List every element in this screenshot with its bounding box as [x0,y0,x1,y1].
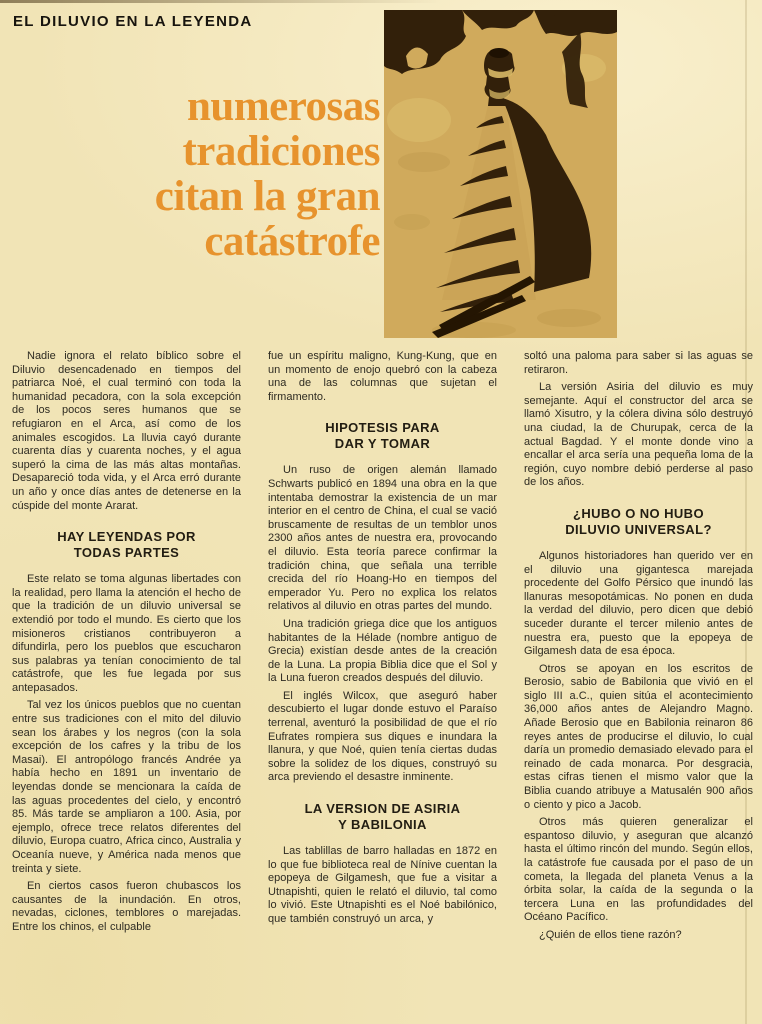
section-heading-diluvio-universal [524,506,753,538]
paragraph: Un ruso de origen alemán llamado Schwarts publicó en 1894 una obra en la que intentaba demostrar la existencia de un mar interior en el centro de China, el cual se vació bruscamente de resultas de un temblor unos 2300 años antes de nuestra era, provocando el diluvio. Esta teoría parece confirmar la tradición china, que señala una terrible crecida del río Hoang-Ho en tiempos del emperador Yu. Pero no explica los relatos relativos al diluvio en otras partes del mundo. [268,464,497,613]
section-heading-leyendas [12,529,241,561]
headline-line-1: numerosas [186,83,380,130]
heading-line: ¿HUBO O NO HUBO [573,505,704,521]
column-2 [268,350,497,1014]
article-body [12,350,753,1014]
heading-line: Y BABILONIA [338,817,427,833]
paragraph: Otros se apoyan en los escritos de Berosio, sabio de Babilonia que vivió en el siglo III a.C., quien sitúa el acontecimiento 36,000 años antes de Alejandro Magno. Añade Berosio que en Babilonia reinaron 86 reyes antes de producirse el diluvio, lo cual daría un promedio demasiado elevado para el reinado de cada monarca. Por desgracia, estas cifras tienen el mismo valor que la Biblia cuando atribuye a Matusalén 900 años o ciento y pico a Jacob. [524,662,753,811]
paragraph: Las tablillas de barro halladas en 1872 en lo que fue biblioteca real de Nínive cuentan la epopeya de Gilgamesh, que fue a visitar a Utnapishti, quien le relató el diluvio, tal como lo vivió. Este Utnapishti es el Noé babilónico, que también construyó un arca, y [268,845,497,925]
heading-line: DAR Y TOMAR [334,436,431,452]
headline-line-2: tradiciones [182,128,380,175]
article-headline [0,84,380,264]
paragraph: Tal vez los únicos pueblos que no cuentan entre sus tradiciones con el mito del diluvio sean los árabes y los negros (con la sola excepción de los cafres y la tribu de los Masai). El antropólogo francés Andrée ya había hecho en 1891 un inventario de leyendas donde se mencionara la caída de las aguas procedentes del cielo, y encontró 85. Más tarde se ampliaron a 100. Asia, por ejemplo, ofrece trece relatos diferentes del diluvio, Europa cuatro, Africa cinco, Australia y Oceanía nueve, y América nada menos que treinta y siete. [12,699,241,875]
paragraph-continuation: fue un espíritu maligno, Kung-Kung, que en un momento de enojo quebró con la cabeza una de las columnas que sujetan el firmamento. [268,350,497,403]
headline-line-3: citan la gran [154,173,380,220]
heading-line: LA VERSION DE ASIRIA [304,801,461,817]
paragraph: Este relato se toma algunas libertades con la realidad, pero llama la atención el hecho de que la tradición de un diluvio universal se extendió por todo el mundo. Es cierto que los misioneros cristianos contribuyeron a difundirla, pero los pueblos que escucharon sus palabras ya tenían conocimiento de tal catástrofe, que les fue legada por sus antepasados. [12,573,241,694]
paragraph: En ciertos casos fueron chubascos los causantes de la inundación. En otros, nevadas, ciclones, temblores o marejadas. Entre los chinos, el culpable [12,880,241,933]
paragraph: El inglés Wilcox, que aseguró haber descubierto el lugar donde estuvo el Paraíso terrenal, aventuró la posibilidad de que el río Eufrates rompiera sus diques e inundara la llanura, y que Noé, quien tenía ciertas dudas sobre la solidez de los diques, construyó su arca previendo el desastre inminente. [268,689,497,784]
heading-line: HAY LEYENDAS POR [57,529,196,545]
spiral-tower-illustration [384,10,617,338]
spiral-tower-photo [384,10,617,338]
paragraph: Nadie ignora el relato bíblico sobre el Diluvio desencadenado en tiempos del patriarca Noé, el cual terminó con toda la humanidad pecadora, con la sola excepción de los pocos seres humanos que se refugiaron en el Arca, así como de los animales escogidos. La lluvia cayó durante cuarenta días y cuarenta noches, y el agua superó la cima de las más altas montañas. Desapareció toda vida, y el Arca erró durante un año y once días antes de detenerse en la cúspide del monte Ararat. [12,350,241,512]
paragraph: Otros más quieren generalizar el espantoso diluvio, y aseguran que alcanzó hasta el último rincón del mundo. Según ellos, la catástrofe fue causada por el paso de un cometa, la llegada del planeta Venus a la órbita solar, la caída de la segunda o la tercera Luna en las profundidades del Océano Pacífico. [524,816,753,924]
heading-line: TODAS PARTES [73,545,180,561]
paragraph-continuation: soltó una paloma para saber si las aguas se retiraron. [524,350,753,376]
page-edge-shadow [0,0,442,3]
heading-line: HIPOTESIS PARA [325,420,440,436]
closing-question: ¿Quién de ellos tiene razón? [539,928,682,941]
headline-line-4: catástrofe [204,218,380,265]
paragraph: Algunos historiadores han querido ver en el diluvio una gigantesca marejada procedente del Golfo Pérsico que inundó las llanuras mesopotámicas. No ponen en duda la verdad del diluvio, pero dicen que debió suceder durante el tercer milenio antes de nuestra era, puesto que la epopeya de Gilgamesh data de esa época. [524,549,753,658]
column-1 [12,350,241,1014]
section-heading-asiria [268,801,497,833]
heading-line: DILUVIO UNIVERSAL? [565,521,712,537]
paragraph: Una tradición griega dice que los antiguos habitantes de la Hélade (nombre antiguo de Grecia) existían desde antes de la creación de la Luna. La propia Biblia dice que el Sol y la Luna fueron creados después del diluvio. [268,617,497,685]
section-heading-hipotesis [268,420,497,452]
paragraph: La versión Asiria del diluvio es muy semejante. Aquí el constructor del arca se llamó Xisutro, y la cólera divina sólo destruyó una ciudad, la de Churupak, cerca de la actual Bagdad. Y el monte donde vino a encallar el arca sería una pequeña loma de la región, cuyo nombre debió perderse al paso de los años. [524,381,753,489]
section-kicker: EL DILUVIO EN LA LEYENDA [13,13,253,30]
column-3 [524,350,753,1014]
